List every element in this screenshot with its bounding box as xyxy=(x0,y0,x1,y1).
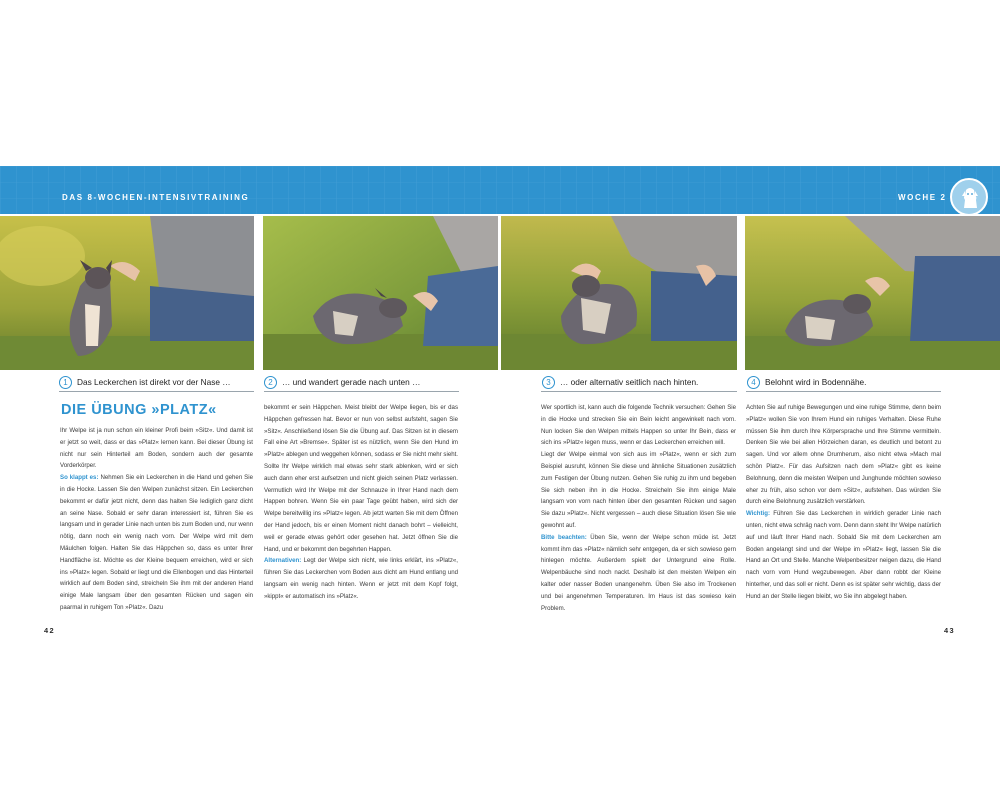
caption-1 xyxy=(59,374,231,390)
puppy-sideways-photo xyxy=(501,216,737,370)
divider xyxy=(59,391,254,392)
keyword: So klappt es: xyxy=(60,474,99,482)
paragraph: Liegt der Welpe einmal von sich aus im »Platz«, wenn er sich zum Beispiel ausruht, können Sie diese und ähnliche Situationen zusätzlich zum Festigen der Übung nutzen. Gehen Sie ruhig zu ihm und begeben Sie sich neben ihn in die Hocke. Streicheln Sie ihm einige Male langsam von vorn nach hinten über den gesamten Rücken und sagen Sie dazu »Platz«. Nicht vergessen – auch diese Situation lösen Sie wie gewohnt auf. xyxy=(541,451,736,529)
caption-text: Das Leckerchen ist direkt vor der Nase … xyxy=(77,377,231,387)
caption-2 xyxy=(264,374,420,390)
caption-number: 1 xyxy=(59,376,72,389)
divider xyxy=(746,391,941,392)
chapter-band xyxy=(0,166,1000,214)
paragraph: bekommt er sein Häppchen. Meist bleibt der Welpe liegen, bis er das Häppchen gefressen hat. Bevor er nun von selbst aufsteht, sagen Sie »Sitz«. Anschließend lösen Sie die Übung auf. Das Sitzen ist in diesem Fall eine Art »Bremse«. Später ist es nützlich, wenn Sie den Hund im »Platz« ablegen und weggehen können, sodass er Sie nicht mehr sieht. Sollte Ihr Welpe wirklich mal etwas sehr stark ablenken, wird er sich auch dann eher erst aufsetzen und nicht gleich seinen Platz verlassen. Vermutlich wird Ihr Welpe mit der Schnauze in Ihrer Hand nach dem Happen bohren. Wenn Sie ein paar Tage geübt haben, wird sich der Welpe bereitwillig ins »Platz« legen. Ab jetzt warten Sie mit dem Öffnen der Hand jedoch, bis er einen Moment nicht danach bohrt – vielleicht, weil er gerade etwas gehört oder gesehen hat. Jetzt öffnen Sie die Hand, und er bekommt den begehrten Happen. xyxy=(264,404,458,553)
text-column-3 xyxy=(541,402,736,614)
text-column-2 xyxy=(264,402,458,603)
section-heading: DIE ÜBUNG »PLATZ« xyxy=(61,402,217,418)
page-number-left: 42 xyxy=(44,626,56,635)
puppy-lying-photo xyxy=(745,216,1000,370)
caption-3 xyxy=(542,374,698,390)
caption-text: … und wandert gerade nach unten … xyxy=(282,377,421,387)
caption-text: Belohnt wird in Bodennähe. xyxy=(765,377,867,387)
caption-number: 3 xyxy=(542,376,555,389)
divider xyxy=(541,391,737,392)
paragraph: Bitte beachten: Üben Sie, wenn der Welpe schon müde ist. Jetzt kommt ihm das »Platz« nämlich sehr entgegen, da er sich sowieso gern hinlegen möchte. Außerdem spielt der Untergrund eine Rolle. Welpenbäuche sind noch nackt. Deshalb ist den meisten Welpen ein kalter oder nasser Boden unangenehm. Üben Sie also im Trockenen und bei angenehmen Temperaturen. Im Haus ist das sowieso kein Problem. xyxy=(541,533,736,612)
week-label: WOCHE 2 xyxy=(898,193,947,202)
keyword: Bitte beachten: xyxy=(541,533,587,541)
keyword: Wichtig: xyxy=(746,510,770,518)
band-pattern xyxy=(0,166,1000,214)
puppy-sitting-photo xyxy=(0,216,254,370)
chapter-title: DAS 8-WOCHEN-INTENSIVTRAINING xyxy=(62,193,250,202)
page-number-right: 43 xyxy=(944,626,956,635)
paragraph: Alternativen: Legt der Welpe sich nicht, wie links erklärt, ins »Platz«, führen Sie das Leckerchen vom Boden aus dicht am Hund entlang und langsam ein wenig nach hinten. Wenn er jetzt mit dem Kopf folgt, »kippt« er automatisch ins »Platz«. xyxy=(264,557,458,600)
paragraph: Wer sportlich ist, kann auch die folgende Technik versuchen: Gehen Sie in die Hocke und strecken Sie ein Bein leicht angewinkelt nach vorn. Nun locken Sie den Welpen mittels Happen so unter Ihr Bein, dass er sich ins »Platz« legen muss, wenn er das Leckerchen erreichen will. xyxy=(541,404,736,447)
paragraph: Ihr Welpe ist ja nun schon ein kleiner Profi beim »Sitz«. Und damit ist er jetzt so weit, dass er das »Platz« lernen kann. Bei dieser Übung ist nicht nur sein Hinterteil am Boden, sondern auch der gesamte Vorderkörper. xyxy=(60,427,253,470)
caption-number: 4 xyxy=(747,376,760,389)
puppy-badge-icon xyxy=(950,178,988,216)
caption-text: … oder alternativ seitlich nach hinten. xyxy=(560,377,699,387)
puppy-lowering-photo xyxy=(263,216,498,370)
paragraph: Wichtig: Führen Sie das Leckerchen in wirklich gerader Linie nach unten, nicht etwa schräg nach vorn. Denn dann steht Ihr Welpe natürlich auf und läuft Ihrer Hand nach. Sobald Sie mit dem Leckerchen am Boden angelangt sind und der Welpe im »Platz« liegt, lassen Sie die Hand an Ort und Stelle. Manche Welpenbesitzer neigen dazu, die Hand nach vorn vom Hund wegzubewegen. Aber dann robbt der Kleine hinterher, und das soll er nicht. Denn es ist später sehr wichtig, dass der Hund an der Stelle liegen bleibt, wo Sie ihn abgelegt haben. xyxy=(746,510,942,600)
text-column-4 xyxy=(746,402,941,603)
paragraph: Achten Sie auf ruhige Bewegungen und eine ruhige Stimme, denn beim »Platz« wollen Sie von Ihrem Hund ein ruhiges Verhalten. Diese Ruhe müssen Sie ihm durch Ihre Körpersprache und Ihre Stimme vermitteln. Denken Sie wie bei allen Hörzeichen daran, es deutlich und betont zu sagen. Und vor allem ohne Drumherum, also nicht etwa »Mach mal schön Platz«. Für das Aufsitzen nach dem »Platz« gibt es keine Belohnung, denn die meisten Welpen und Junghunde möchten sowieso eher zu früh, also schon vor dem »Sitz«, aufstehen. Das würden Sie durch eine Belohnung zusätzlich verstärken. xyxy=(746,404,941,506)
caption-number: 2 xyxy=(264,376,277,389)
keyword: Alternativen: xyxy=(264,557,302,565)
caption-4 xyxy=(747,374,866,390)
paragraph: So klappt es: Nehmen Sie ein Leckerchen in die Hand und gehen Sie in die Hocke. Lassen Sie den Welpen zunächst sitzen. Ein Leckerchen bekommt er dafür jetzt nicht, denn das halten Sie lediglich ganz dicht an seine Nase. Sobald er sehr daran interessiert ist, führen Sie es langsam und in gerader Linie nach unten bis zum Boden und, nur wenn nötig, dann noch ein wenig nach vorn. Der Welpe wird mit dem Mäulchen folgen. Halten Sie das Häppchen so, dass es unter Ihrer Handfläche ist. Möchte es der Kleine bequem erreichen, wird er sich ins »Platz« legen. Sobald er liegt und die Ellenbogen und das Hinterteil wirklich auf dem Boden sind, streicheln Sie ihm mit der anderen Hand einige Male langsam über den gesamten Rücken und sagen ein paarmal in ruhigem Ton »Platz«. Dazu xyxy=(60,474,253,611)
text-column-1 xyxy=(60,425,253,614)
divider xyxy=(264,391,459,392)
